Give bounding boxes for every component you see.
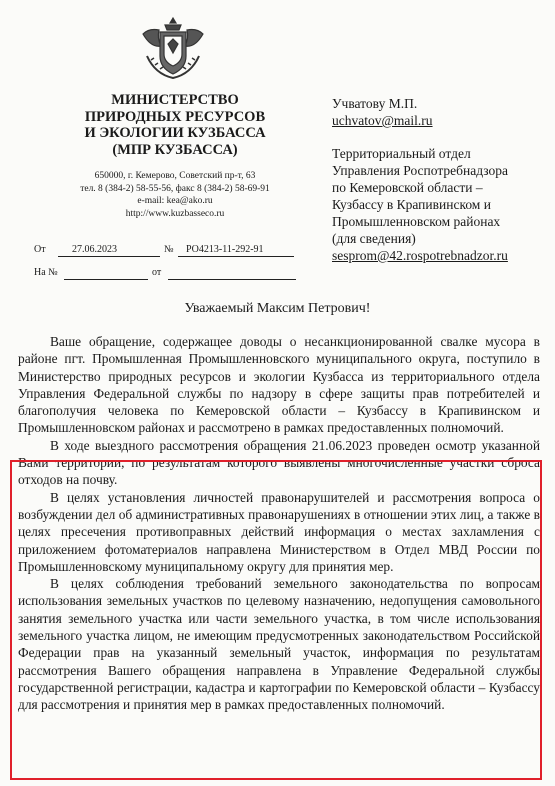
from-date-underline xyxy=(168,267,296,280)
number-label: № xyxy=(164,244,174,255)
salutation: Уважаемый Максим Петрович! xyxy=(184,301,371,316)
copy-recipient-line: по Кемеровской области – xyxy=(332,180,483,195)
body-paragraph: В целях установления личностей правонарушителей и рассмотрения вопроса о возбуждении дел об административных правонарушениях в отношении этих лиц, а также в целях пресечения противоправных действий информация о местах захламления с приложением фотоматериалов направлена Министерством в Отдел МВД России по Промышленновскому муниципальному округу для принятия мер. xyxy=(18,489,540,574)
organization-email: e-mail: kea@ako.ru xyxy=(137,196,213,206)
addressee-name: Учватову М.П. xyxy=(332,96,418,111)
letter-number: РО4213-11-292-91 xyxy=(186,244,264,255)
copy-recipient-line: Кузбассу в Крапивинском и xyxy=(332,197,491,212)
to-number-underline xyxy=(64,267,148,280)
body-paragraph: В ходе выездного рассмотрения обращения 21.06.2023 проведен осмотр указанной Вами территории, по результатам которого выявлены многочисленные участки сброса отходов на почву. xyxy=(18,437,540,488)
organization-name-line: ПРИРОДНЫХ РЕСУРСОВ xyxy=(84,108,266,125)
organization-name-line: МИНИСТЕРСТВО xyxy=(111,92,239,108)
addressee-email-link[interactable]: uchvatov@mail.ru xyxy=(332,113,433,128)
to-number-label: На № xyxy=(34,267,58,278)
from-label: От xyxy=(34,244,46,255)
organization-contacts xyxy=(40,170,310,220)
organization-name-line: И ЭКОЛОГИИ КУЗБАССА xyxy=(84,125,266,141)
organization-phones: тел. 8 (384-2) 58-55-56, факс 8 (384-2) 58-69-91 xyxy=(80,183,270,194)
coat-of-arms-emblem-icon xyxy=(137,16,209,82)
body-paragraph: В целях соблюдения требований земельного законодательства по вопросам использования земельных участков по целевому назначению, недопущения самовольного занятия земельного участка или части земельного участка, в том числе использования земельного участка лицом, не имеющим предусмотренных законодательством Российской Федерации прав на указанный земельный участок, информация по результатам рассмотрения Вашего обращения направлена в Управление Федеральной службы государственной регистрации, кадастра и картографии по Кемеровской области – Кузбассу для рассмотрения и принятия мер в рамках предоставленных полномочий. xyxy=(18,576,540,713)
organization-abbreviation: (МПР КУЗБАССА) xyxy=(112,141,238,158)
reference-outgoing xyxy=(34,244,294,258)
letter-date: 27.06.2023 xyxy=(72,244,117,255)
organization-website[interactable]: http://www.kuzbasseco.ru xyxy=(125,208,225,219)
from-date-label: от xyxy=(152,267,162,278)
copy-recipient-line: Территориальный отдел xyxy=(332,146,471,161)
organization-name xyxy=(60,92,290,158)
copy-recipient-line: Управления Роспотребнадзора xyxy=(332,163,509,178)
organization-address: 650000, г. Кемерово, Советский пр-т, 63 xyxy=(94,171,256,181)
addressee-block xyxy=(332,95,547,264)
body-paragraph: Ваше обращение, содержащее доводы о несанкционированной свалке мусора в районе пгт. Промышленная Промышленновского муниципального округа, поступило в Министерство природных ресурсов и экологии Кузбасса из территориального отдела Управления Федеральной службы по надзору в сфере защиты прав потребителей и благополучия человека по Кемеровской области – Кузбассу в Крапивинском и Промышленновском районах и рассмотрено в рамках предоставленных полномочий. xyxy=(18,334,540,436)
copy-recipient-line: Промышленновском районах xyxy=(332,214,501,229)
letter-body xyxy=(18,333,540,714)
copy-recipient-line: (для сведения) xyxy=(332,231,416,246)
reference-incoming xyxy=(34,267,294,281)
copy-recipient-email-link[interactable]: sesprom@42.rospotrebnadzor.ru xyxy=(332,248,508,263)
